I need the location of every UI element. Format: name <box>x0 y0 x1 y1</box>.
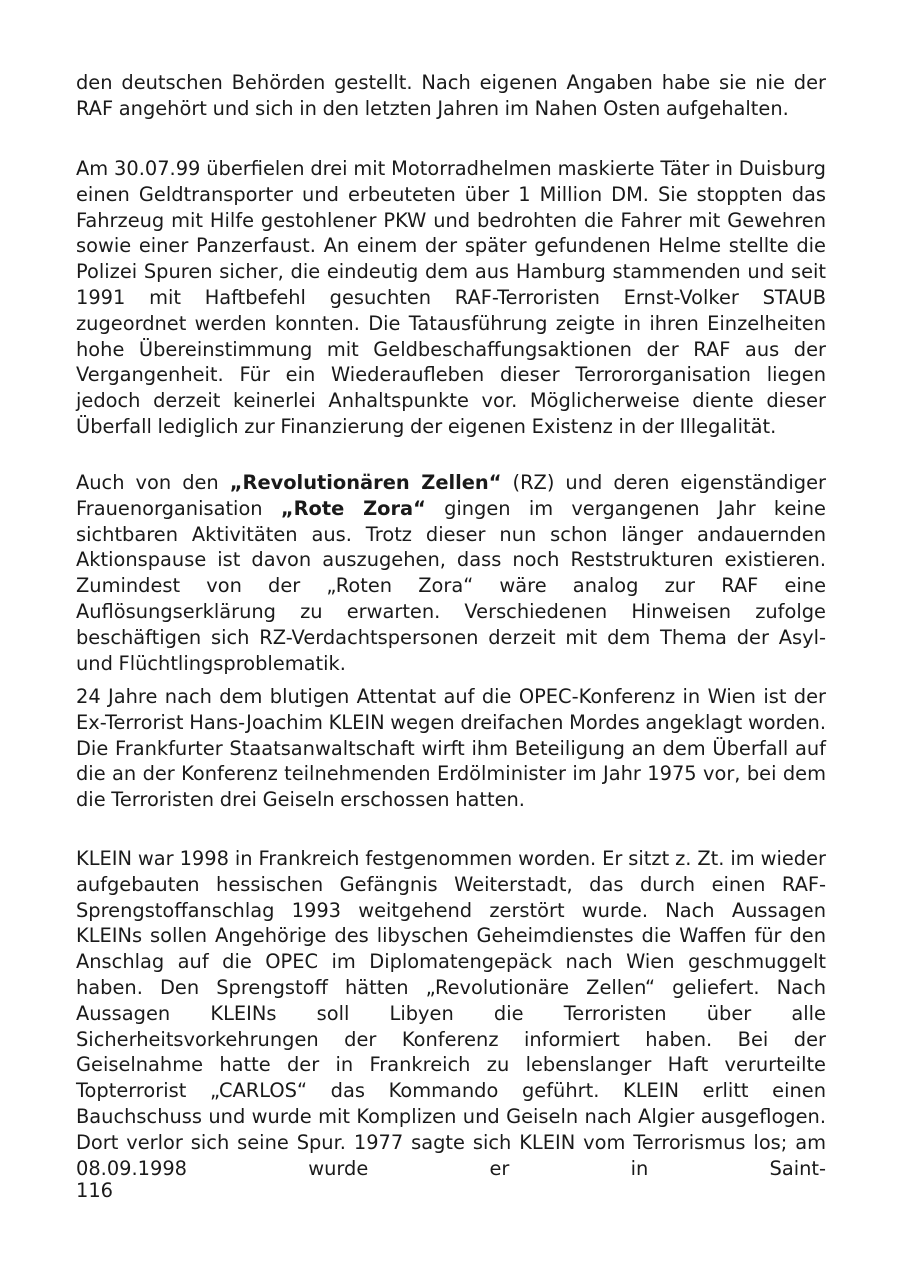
paragraph-text-segment: Auch von den <box>76 471 230 494</box>
paragraph-klein-festnahme: KLEIN war 1998 in Frankreich festgenommen worden. Er sitzt z. Zt. im wieder aufgebauten hessischen Gefängnis Weiterstadt, das durch einen RAF-Sprengstoffanschlag 1993 weitgehend zerstört wurde. Nach Aussagen KLEINs sollen Angehörige des libyschen Geheimdienstes die Waffen für den Anschlag auf die OPEC im Diplomatengepäck nach Wien geschmuggelt haben. Den Sprengstoff hätten „Revolutionäre Zellen“ geliefert. Nach Aussagen KLEINs soll Libyen die Terroristen über alle Sicherheitsvorkehrungen der Konferenz informiert haben. Bei der Geiselnahme hatte der in Frankreich zu lebenslanger Haft verurteilte Topterrorist „CARLOS“ das Kommando geführt. KLEIN erlitt einen Bauchschuss und wurde mit Komplizen und Geiseln nach Algier ausgeflogen. Dort verlor sich seine Spur. 1977 sagte sich KLEIN vom Terrorismus los; am 08.09.1998 wurde er in Saint- <box>76 847 826 1180</box>
paragraph-revolutionaere-zellen <box>76 470 826 676</box>
bold-term-rote-zora: „Rote Zora“ <box>280 496 426 520</box>
paragraph-opec-konferenz: 24 Jahre nach dem blutigen Attentat auf die OPEC-Konferenz in Wien ist der Ex-Terrorist Hans-Joachim KLEIN wegen dreifachen Mordes angeklagt worden. Die Frankfurter Staatsanwaltschaft wirft ihm Beteiligung an dem Überfall auf die an der Konferenz teilnehmenden Erdölminister im Jahr 1975 vor, bei dem die Terroristen drei Geiseln erschossen hatten. <box>76 685 826 812</box>
paragraph-text-segment: (RZ) und deren eigenständiger Frauenorganisation <box>76 471 827 520</box>
paragraph-behoerden-gestellt: den deutschen Behörden gestellt. Nach eigenen Angaben habe sie nie der RAF angehört und sich in den letzten Jahren im Nahen Osten aufgehalten. <box>76 71 826 120</box>
paragraph-text-segment: gingen im vergangenen Jahr keine sichtbaren Aktivitäten aus. Trotz dieser nun schon länger andauernden Aktionspause ist davon auszugehen, dass noch Reststrukturen existieren. Zumindest von der „Roten Zora“ wäre analog zur RAF eine Auflösungserklärung zu erwarten. Verschiedenen Hinweisen zufolge beschäftigen sich RZ-Verdachtspersonen derzeit mit dem Thema der Asyl- und Flüchtlingsproblematik. <box>76 496 826 675</box>
paragraph-duisburg-geldtransport: Am 30.07.99 überfielen drei mit Motorradhelmen maskierte Täter in Duisburg einen Geldtransporter und erbeuteten über 1 Million DM. Sie stoppten das Fahrzeug mit Hilfe gestohlener PKW und bedrohten die Fahrer mit Gewehren sowie einer Panzerfaust. An einem der später gefundenen Helme stellte die Polizei Spuren sicher, die eindeutig dem aus Hamburg stammenden und seit 1991 mit Haftbefehl gesuchten RAF-Terroristen Ernst-Volker STAUB zugeordnet werden konnten. Die Tatausführung zeigte in ihren Einzelheiten hohe Übereinstimmung mit Geldbeschaffungsaktionen der RAF aus der Vergangenheit. Für ein Wiederaufleben dieser Terrororganisation liegen jedoch derzeit keinerlei Anhaltspunkte vor. Möglicherweise diente dieser Überfall lediglich zur Finanzierung der eigenen Existenz in der Illegalität. <box>76 157 826 438</box>
bold-term-revolutionaere-zellen: „Revolutionären Zellen“ <box>229 471 502 494</box>
page-number: 116 <box>76 1179 114 1202</box>
